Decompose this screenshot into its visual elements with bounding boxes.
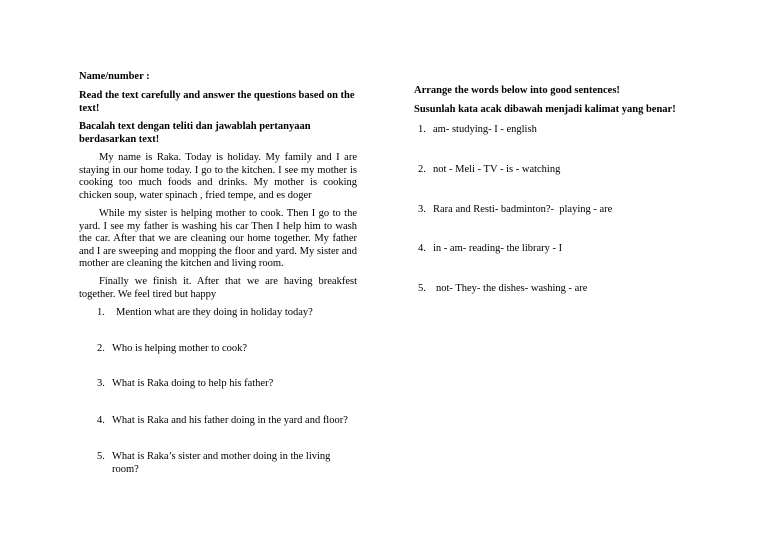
question-text: Who is helping mother to cook?: [112, 343, 248, 354]
arrange-text: not- They- the dishes- washing - are: [436, 283, 588, 294]
instruction-english: Read the text carefully and answer the questions based on the text!: [79, 90, 355, 114]
story-paragraph-2: While my sister is helping mother to cook. Then I go to the yard. I see my father is washing his car Then I help him to wash the car. After that we are cleaning our home together. My father and I are sweeping and mopping the floor and yard. My sister and mother are cleaning the kitchen and living room.: [79, 208, 357, 269]
arrange-text: Rara and Resti- badminton?- playing - are: [433, 204, 613, 215]
story-paragraph-1: My name is Raka. Today is holiday. My family and I are staying in our home today. I go to the kitchen. I see my mother is cooking too much foods and drinks. My mother is cooking chicken soup, water spinach , fried tempe, and es doger: [79, 152, 357, 201]
question-text: What is Raka and his father doing in the yard and floor?: [112, 415, 348, 426]
arrange-number: 2.: [418, 164, 426, 175]
arrange-number: 3.: [418, 204, 426, 215]
question-number: 5.: [97, 451, 105, 462]
arrange-text: am- studying- I - english: [433, 124, 537, 135]
arrange-instruction-english: Arrange the words below into good sentences!: [414, 85, 620, 96]
arrange-number: 5.: [418, 283, 426, 294]
question-number: 3.: [97, 378, 105, 389]
question-text: What is Raka doing to help his father?: [112, 378, 274, 389]
story-paragraph-3: Finally we finish it. After that we are having breakfest together. We feel tired but happy: [79, 276, 357, 300]
question-number: 2.: [97, 343, 105, 354]
question-number: 1.: [97, 307, 105, 318]
arrange-text: not - Meli - TV - is - watching: [433, 164, 561, 175]
question-text: Mention what are they doing in holiday today?: [116, 307, 313, 318]
arrange-instruction-indonesian: Susunlah kata acak dibawah menjadi kalimat yang benar!: [414, 104, 676, 115]
arrange-number: 4.: [418, 243, 426, 254]
arrange-text: in - am- reading- the library - I: [433, 243, 563, 254]
name-label: Name/number :: [79, 71, 150, 82]
arrange-number: 1.: [418, 124, 426, 135]
instruction-indonesian: Bacalah text dengan teliti dan jawablah pertanyaan berdasarkan text!: [79, 121, 311, 145]
question-number: 4.: [97, 415, 105, 426]
question-text: What is Raka’s sister and mother doing in the living room?: [112, 451, 331, 475]
